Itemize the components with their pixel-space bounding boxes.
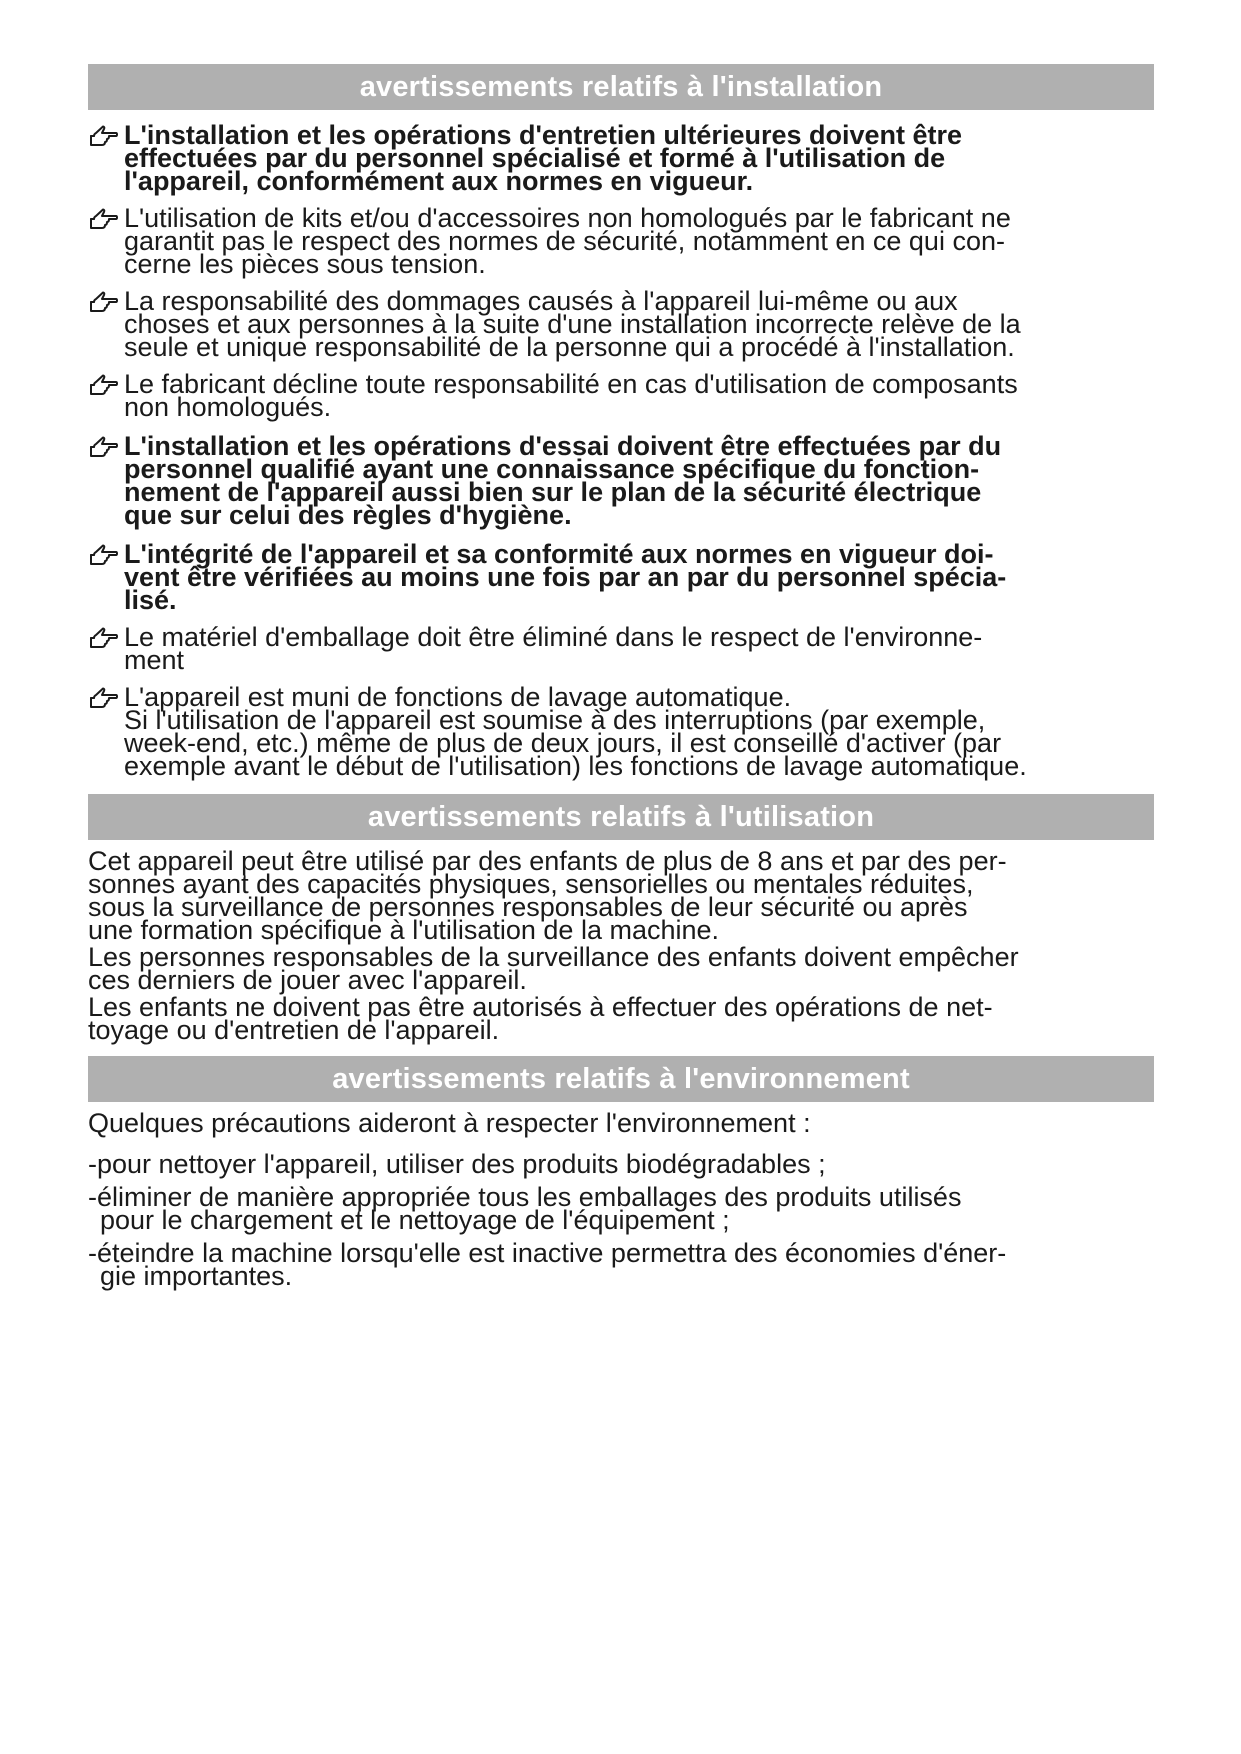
paragraph-line: Les personnes responsables de la surveillance des enfants doivent empêcher — [88, 942, 1019, 972]
warning-item — [88, 286, 1154, 362]
section-header-environnement: avertissements relatifs à l'environnement — [88, 1056, 1154, 1102]
warning-line: seule et unique responsabilité de la personne qui a procédé à l'installation. — [124, 332, 1015, 362]
warning-line: choses et aux personnes à la suite d'une installation incorrecte relève de la — [124, 309, 1021, 339]
paragraph-line: toyage ou d'entretien de l'appareil. — [88, 1015, 500, 1045]
warning-line: La responsabilité des dommages causés à l'appareil lui-même ou aux — [124, 286, 958, 316]
section-header-installation: avertissements relatifs à l'installation — [88, 64, 1154, 110]
warning-line: L'installation et les opérations d'entretien ultérieures doivent être — [124, 120, 963, 150]
warning-line: effectuées par du personnel spécialisé et formé à l'utilisation de — [124, 143, 946, 173]
warning-line: personnel qualifié ayant une connaissance spécifique du fonction- — [124, 454, 980, 484]
warning-line: cerne les pièces sous tension. — [124, 249, 486, 279]
warning-line: Si l'utilisation de l'appareil est soumise à des interruptions (par exemple, — [124, 705, 986, 735]
paragraph-line: sous la surveillance de personnes responsables de leur sécurité ou après — [88, 892, 968, 922]
warning-line: l'appareil, conformément aux normes en vigueur. — [124, 166, 754, 196]
pointing-hand-icon — [88, 544, 120, 568]
pointing-hand-icon — [88, 208, 120, 232]
warning-line: lisé. — [124, 585, 177, 615]
warning-item — [88, 369, 1154, 422]
warning-item — [88, 431, 1154, 530]
warning-item — [88, 203, 1154, 279]
pointing-hand-icon — [88, 687, 120, 711]
section-header-utilisation: avertissements relatifs à l'utilisation — [88, 794, 1154, 840]
pointing-hand-icon — [88, 125, 120, 149]
paragraph-line: une formation spécifique à l'utilisation de la machine. — [88, 915, 720, 945]
warning-item — [88, 682, 1154, 781]
pointing-hand-icon — [88, 374, 120, 398]
warning-item — [88, 120, 1154, 196]
document-page — [88, 64, 1154, 1291]
warning-line: garantit pas le respect des normes de sécurité, notamment en ce qui con- — [124, 226, 1005, 256]
item-line: -éliminer de manière appropriée tous les emballages des produits utilisés — [88, 1182, 962, 1212]
item-line: gie importantes. — [100, 1261, 293, 1291]
pointing-hand-icon — [88, 291, 120, 315]
paragraph-line: ces derniers de jouer avec l'appareil. — [88, 965, 527, 995]
utilisation-paragraph — [88, 992, 1154, 1045]
warning-line: L'installation et les opérations d'essai doivent être effectuées par du — [124, 431, 1002, 461]
paragraph-line: sonnes ayant des capacités physiques, sensorielles ou mentales réduites, — [88, 869, 974, 899]
warning-line: week-end, etc.) même de plus de deux jours, il est conseillé d'activer (par — [124, 728, 1002, 758]
warning-line: Le matériel d'emballage doit être éliminé dans le respect de l'environne- — [124, 622, 983, 652]
warning-line: exemple avant le début de l'utilisation) les fonctions de lavage automatique. — [124, 751, 1027, 781]
environnement-item — [88, 1182, 1154, 1235]
warning-line: ment — [124, 645, 185, 675]
environnement-intro: Quelques précautions aideront à respecter l'environnement : — [88, 1108, 811, 1138]
utilisation-paragraphs — [88, 846, 1154, 1045]
warning-item — [88, 622, 1154, 675]
environnement-list — [88, 1149, 1154, 1291]
utilisation-paragraph — [88, 942, 1154, 995]
warning-line: L'appareil est muni de fonctions de lavage automatique. — [124, 682, 792, 712]
paragraph-line: Les enfants ne doivent pas être autorisés à effectuer des opérations de net- — [88, 992, 993, 1022]
warning-line: L'intégrité de l'appareil et sa conformité aux normes en vigueur doi- — [124, 539, 994, 569]
utilisation-paragraph — [88, 846, 1154, 945]
item-line: pour le chargement et le nettoyage de l'équipement ; — [100, 1205, 730, 1235]
environnement-item — [88, 1238, 1154, 1291]
pointing-hand-icon — [88, 436, 120, 460]
warning-line: Le fabricant décline toute responsabilité en cas d'utilisation de composants — [124, 369, 1018, 399]
paragraph-line: Cet appareil peut être utilisé par des enfants de plus de 8 ans et par des per- — [88, 846, 1007, 876]
warning-line: L'utilisation de kits et/ou d'accessoires non homologués par le fabricant ne — [124, 203, 1011, 233]
pointing-hand-icon — [88, 627, 120, 651]
environnement-item — [88, 1149, 1154, 1179]
item-line: -pour nettoyer l'appareil, utiliser des produits biodégradables ; — [88, 1149, 826, 1179]
installation-warnings-list — [88, 120, 1154, 781]
warning-line: que sur celui des règles d'hygiène. — [124, 500, 572, 530]
warning-line: vent être vérifiées au moins une fois par an par du personnel spécia- — [124, 562, 1007, 592]
warning-line: non homologués. — [124, 392, 332, 422]
warning-line: nement de l'appareil aussi bien sur le plan de la sécurité électrique — [124, 477, 982, 507]
item-line: -éteindre la machine lorsqu'elle est inactive permettra des économies d'éner- — [88, 1238, 1007, 1268]
warning-item — [88, 539, 1154, 615]
